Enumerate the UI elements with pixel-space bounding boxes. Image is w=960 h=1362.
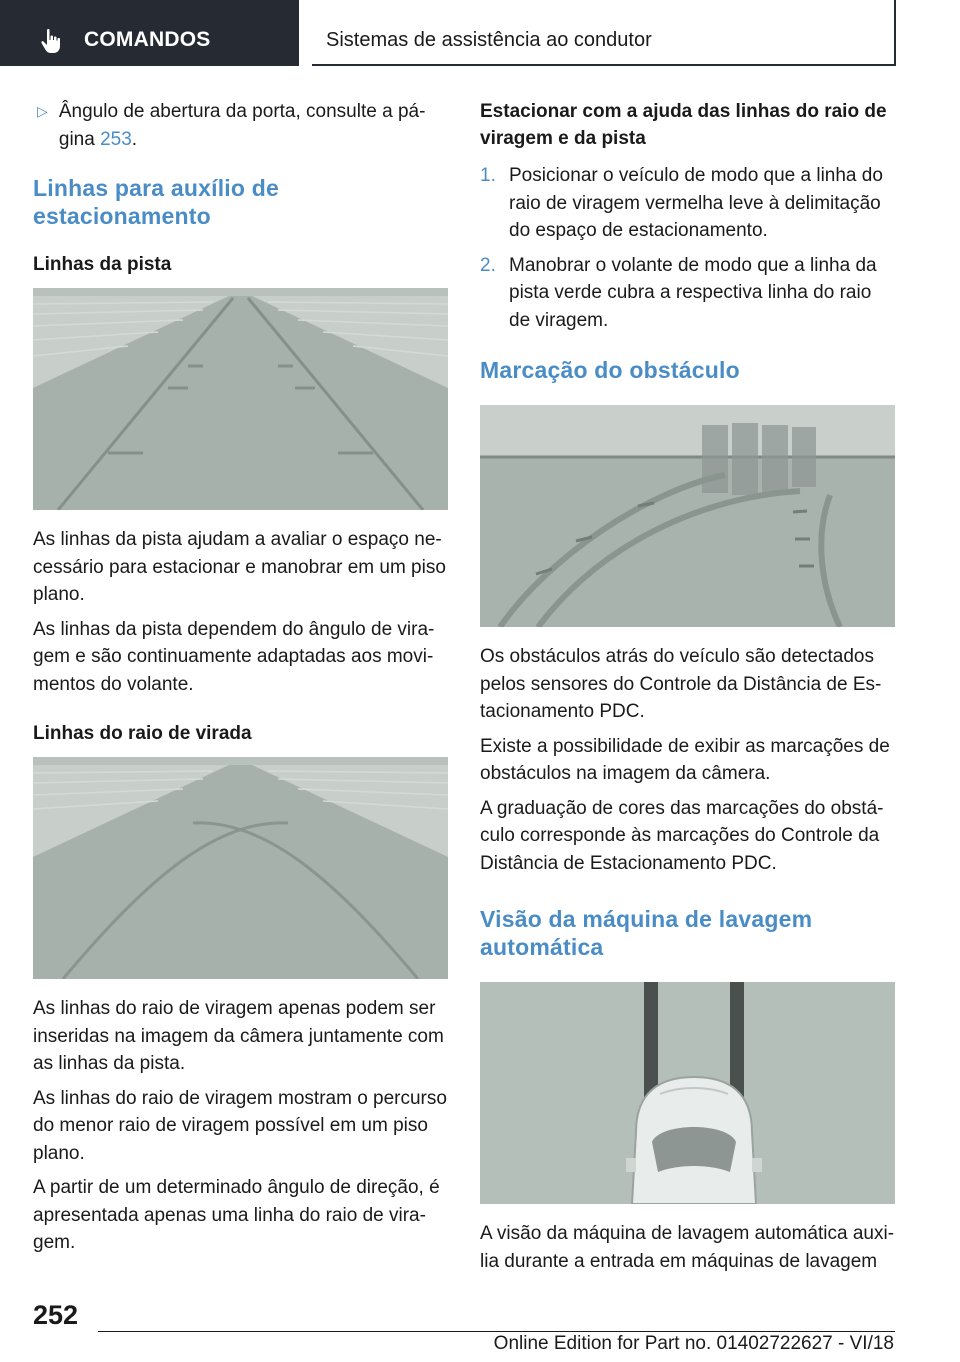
page-link[interactable]: 253 xyxy=(100,128,132,150)
bullet-end: . xyxy=(131,128,138,150)
paragraph: As linhas da pista dependem do ângulo de vira‐gem e são continuamente adaptadas aos movi‐mentos do volante. xyxy=(33,618,435,695)
bullet-body: Ângulo de abertura da porta, consulte a pá‐gina xyxy=(58,101,426,150)
step-number: 2. xyxy=(480,254,496,276)
paragraph: A visão da máquina de lavagem automática auxi‐lia durante a entrada em máquinas de lavagem xyxy=(480,1223,895,1272)
paragraph: As linhas da pista ajudam a avaliar o espaço ne‐cessário para estacionar e manobrar em um piso plano. xyxy=(33,529,446,605)
section-heading: Marcação do obstáculo xyxy=(480,357,740,383)
list-item xyxy=(33,98,448,153)
hand-pointer-icon xyxy=(38,27,66,55)
subheading: Estacionar com a ajuda das linhas do raio de viragem e da pista xyxy=(480,101,887,149)
edition-note: Online Edition for Part no. 01402722627 - VI/18 xyxy=(493,1333,894,1354)
obstacle-marking-figure xyxy=(480,405,895,627)
footer-divider xyxy=(98,1331,895,1332)
paragraph: As linhas do raio de viragem mostram o percurso do menor raio de viragem possível em um piso plano. xyxy=(33,1087,447,1164)
bullet-text xyxy=(59,98,448,153)
list-item xyxy=(480,252,895,335)
step-number: 1. xyxy=(480,165,496,186)
paragraph: Existe a possibilidade de exibir as marcações de obstáculos na imagem da câmera. xyxy=(480,735,890,784)
paragraph: A partir de um determinado ângulo de direção, é apresentada apenas uma linha do raio de vira‐gem. xyxy=(33,1177,440,1253)
car-wash-view-figure xyxy=(480,982,895,1204)
section-heading: Visão da máquina de lavagem automática xyxy=(480,906,813,960)
paragraph: A graduação de cores das marcações do obstá‐culo corresponde às marcações do Controle da Distância de Estacionamento PDC. xyxy=(480,797,884,874)
turning-radius-figure xyxy=(33,757,448,979)
chapter-tab xyxy=(0,0,299,66)
subheading: Linhas do raio de virada xyxy=(33,723,252,744)
paragraph: Os obstáculos atrás do veículo são detectados pelos sensores do Controle da Distância de Es‐tacionamento PDC. xyxy=(480,646,882,722)
left-column xyxy=(33,98,448,1264)
step-text: Posicionar o veículo de modo que a linha do raio de viragem vermelha leve à delimitação do espaço de estacionamento. xyxy=(509,165,883,241)
list-item xyxy=(480,162,895,245)
right-column xyxy=(480,98,895,1282)
triangle-bullet-icon: ▷ xyxy=(37,103,48,119)
section-title: Sistemas de assistência ao condutor xyxy=(326,29,652,51)
section-heading: Linhas para auxílio de estacionamento xyxy=(33,175,279,229)
chapter-title: COMANDOS xyxy=(84,28,211,51)
paragraph: As linhas do raio de viragem apenas podem ser inseridas na imagem da câmera juntamente com as linhas da pista. xyxy=(33,998,444,1074)
lane-lines-figure xyxy=(33,288,448,510)
step-text: Manobrar o volante de modo que a linha da pista verde cubra a respectiva linha do raio de viragem. xyxy=(509,254,877,331)
section-header xyxy=(312,0,896,66)
page-number: 252 xyxy=(33,1300,79,1330)
subheading: Linhas da pista xyxy=(33,254,172,275)
